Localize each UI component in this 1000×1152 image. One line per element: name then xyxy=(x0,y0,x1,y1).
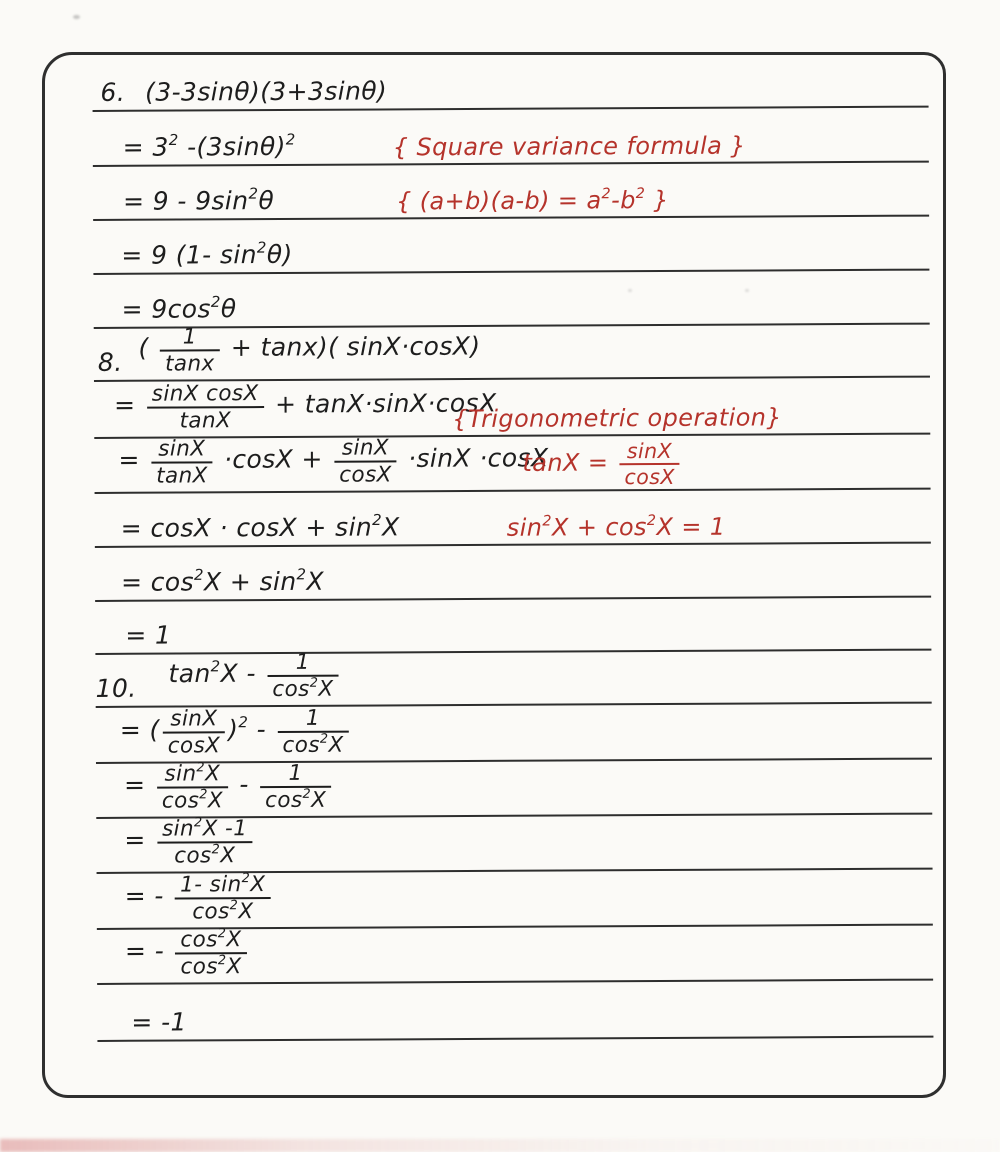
math-line xyxy=(94,436,930,494)
math-expression: = $3^2$ $-(3\sin\theta)^2$ xyxy=(122,130,296,162)
math-expression: = $9 - 9\sin^2\theta$ xyxy=(122,184,275,216)
math-expression: = $\cos^2X + \sin^2X$ xyxy=(120,565,325,597)
scan-speck xyxy=(628,289,632,292)
formula-annotation: tanX = $\frac{\sin X}{\cos X}$ xyxy=(522,439,683,489)
math-line xyxy=(94,324,930,382)
fraction: $\frac{\cos^2X}{\cos^2X}$ xyxy=(175,928,246,980)
math-expression: = $\frac{\sin^2X -1}{\cos^2X}$ xyxy=(124,817,255,869)
notebook-page xyxy=(42,52,946,1098)
math-expression: = - $\frac{1- \sin^2X}{\cos^2X}$ xyxy=(125,873,274,925)
math-expression: = $9\cos^2\theta$ xyxy=(121,292,237,324)
math-expression: = - $\frac{\cos^2X}{\cos^2X}$ xyxy=(125,928,250,980)
math-line xyxy=(97,984,933,1042)
math-line xyxy=(94,381,930,439)
problem-number: 6. xyxy=(100,77,126,107)
math-expression: = $\frac{\sin^2X}{\cos^2X}$ - $\frac{1}{\cos^2X}$ xyxy=(124,761,334,813)
math-expression: = ( $\frac{\sin X}{\cos X}$ )$^2$ - $\frac{1}{\cos^2X}$ xyxy=(120,706,352,758)
ruled-lines-area xyxy=(42,51,945,1096)
math-line xyxy=(97,872,933,930)
fraction: $\frac{\sin^2X}{\cos^2X}$ xyxy=(157,762,228,814)
problem-number: 8. xyxy=(97,347,123,377)
fraction: $\frac{\sin X}{\cos X}$ xyxy=(334,436,397,488)
formula-annotation: { Square variance formula } xyxy=(392,131,747,162)
math-line xyxy=(95,650,931,708)
math-line xyxy=(93,109,929,167)
problem-number: 10. xyxy=(95,673,137,703)
fraction: $\frac{\text{sinX cosX}}{\tan X}$ xyxy=(147,382,264,434)
math-expression: = $\frac{\sin X}{\tan X}$ ·cosX + $\frac{\sin X}{\cos X}$ ·sinX ·cosX xyxy=(118,435,549,489)
fraction: $\frac{\sin X}{\cos X}$ xyxy=(163,707,226,759)
scan-speck xyxy=(745,289,749,292)
fraction: $\frac{1}{\tan x}$ xyxy=(160,325,220,377)
math-expression: = $\cos X \cdot \cos X + \sin^2X$ xyxy=(120,510,400,543)
fraction: $\frac{1}{\cos^2X}$ xyxy=(277,706,348,758)
formula-annotation: $\sin^2X + \cos^2X = 1$ xyxy=(506,512,726,542)
fraction: $\frac{\sin X}{\tan X}$ xyxy=(151,437,213,489)
math-expression: = 9 (1- $\sin^2\theta$) xyxy=(121,238,293,270)
math-line xyxy=(93,163,929,221)
math-line xyxy=(95,544,931,602)
fraction: $\frac{1- \sin^2X}{\cos^2X}$ xyxy=(175,873,271,925)
fraction: $\frac{1}{\cos^2X}$ xyxy=(260,761,331,813)
math-expression: ( $\frac{1}{\tan x}$ + tanx)( sinX·cosX) xyxy=(138,324,481,377)
math-line xyxy=(93,217,929,275)
math-line xyxy=(96,761,932,819)
math-expression: $\tan^2X$ - $\frac{1}{\cos^2X}$ xyxy=(168,650,341,702)
math-line xyxy=(95,597,931,655)
scan-speck xyxy=(73,15,80,19)
math-expression: = -1 xyxy=(131,1007,187,1037)
math-expression: = $\frac{\text{sinX cosX}}{\tan X}$ + tanX·sinX·cosX xyxy=(114,380,497,434)
math-line xyxy=(92,54,928,112)
fraction: $\frac{\sin X}{\cos X}$ xyxy=(619,439,680,489)
fraction: $\frac{\sin^2X -1}{\cos^2X}$ xyxy=(157,817,253,869)
math-expression: = 1 xyxy=(125,620,172,650)
math-line xyxy=(96,816,932,874)
paper-edge-shadow xyxy=(0,1139,1000,1152)
math-expression: (3-3sinθ)(3+3sinθ) xyxy=(145,76,388,107)
math-line xyxy=(95,490,931,548)
math-line xyxy=(93,271,929,329)
math-line xyxy=(96,706,932,764)
formula-annotation: { $(a+b)(a-b) = a^2-b^2$ } xyxy=(395,185,670,216)
fraction: $\frac{1}{\cos^2X}$ xyxy=(267,650,338,702)
math-line xyxy=(97,927,933,985)
formula-annotation: {Trigonometric operation} xyxy=(452,403,783,434)
